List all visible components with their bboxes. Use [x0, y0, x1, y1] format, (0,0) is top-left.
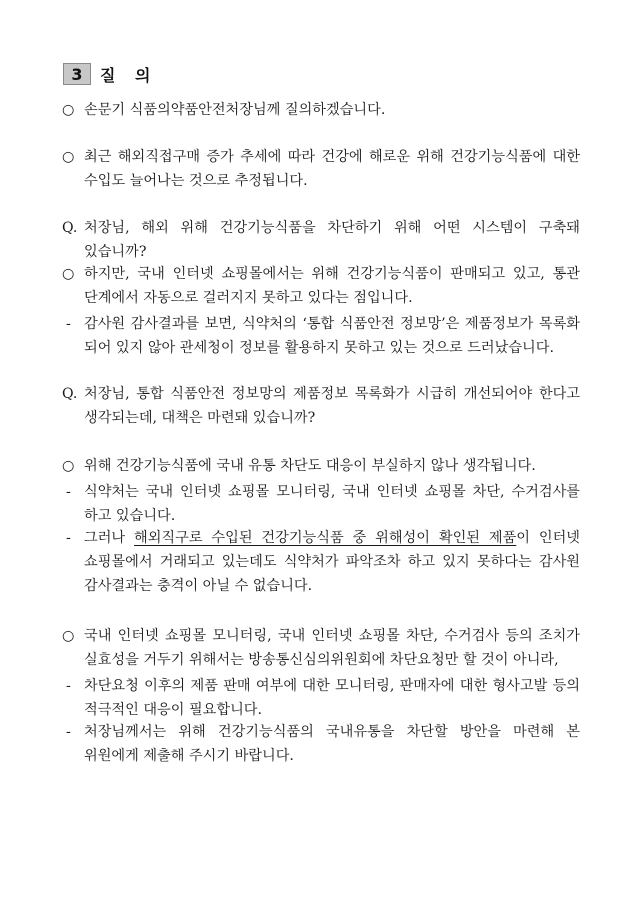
paragraph-mfds-actions — [62, 480, 580, 528]
paragraph-text: 하지만, 국내 인터넷 쇼핑몰에서는 위해 건강기능식품이 판매되고 있고, 통관 단계에서 자동으로 걸러지지 못하고 있다는 점입니다. — [84, 266, 580, 306]
paragraph-text: 국내 인터넷 쇼핑몰 모니터링, 국내 인터넷 쇼핑몰 차단, 수거검사 등의 조치가 실효성을 거두기 위해서는 방송통신심의위원회에 차단요청만 할 것이 아니라, — [84, 628, 580, 668]
section-heading — [63, 62, 157, 86]
paragraph-monitoring-need — [62, 674, 580, 722]
section-title: 질 의 — [100, 65, 158, 85]
dash-bullet-icon: - — [66, 678, 71, 694]
paragraph-audit-result — [62, 312, 580, 360]
question-2 — [62, 382, 580, 430]
question-text: 처장님, 통합 식품안전 정보망의 제품정보 목록화가 시급히 개선되어야 한다고 생각되는데, 대책은 마련돼 있습니까? — [84, 386, 580, 426]
dash-bullet-icon: - — [66, 530, 71, 546]
dash-bullet-icon: - — [66, 316, 71, 332]
paragraph-effectiveness — [62, 624, 580, 672]
paragraph-text: 처장님께서는 위해 건강기능식품의 국내유통을 차단할 방안을 마련해 본 위원에게 제출해 주시기 바랍니다. — [84, 724, 580, 764]
circle-bullet-icon: ○ — [62, 458, 75, 474]
paragraph-text — [84, 526, 580, 598]
paragraph-opening — [62, 98, 580, 122]
paragraph-text: 위해 건강기능식품에 국내 유통 차단도 대응이 부실하지 않나 생각됩니다. — [84, 458, 536, 474]
paragraph-audit-shock — [62, 526, 580, 598]
paragraph-distribution — [62, 454, 580, 478]
circle-bullet-icon: ○ — [62, 628, 75, 644]
circle-bullet-icon: ○ — [62, 266, 75, 282]
paragraph-trend — [62, 145, 580, 193]
circle-bullet-icon: ○ — [62, 102, 75, 118]
dash-bullet-icon: - — [66, 724, 71, 740]
dash-bullet-icon: - — [66, 484, 71, 500]
question-marker: Q. — [62, 220, 78, 236]
paragraph-text: 식약처는 국내 인터넷 쇼핑몰 모니터링, 국내 인터넷 쇼핑몰 차단, 수거검사를 하고 있습니다. — [84, 484, 580, 524]
paragraph-text: 감사원 감사결과를 보면, 식약처의 ‘통합 식품안전 정보망’은 제품정보가 목록화 되어 있지 않아 관세청이 정보를 활용하지 못하고 있는 것으로 드러났습니다. — [84, 316, 580, 356]
paragraph-request — [62, 720, 580, 768]
paragraph-text: 손문기 식품의약품안전처장님께 질의하겠습니다. — [84, 102, 386, 118]
paragraph-text: 차단요청 이후의 제품 판매 여부에 대한 모니터링, 판매자에 대한 형사고발 등의 적극적인 대응이 필요합니다. — [84, 678, 580, 718]
underlined-text: 해외직구로 수입된 건강기능식품 중 위해성이 확인된 제품 — [134, 530, 517, 546]
section-number-box: 3 — [63, 63, 91, 85]
paragraph-domestic-sales — [62, 262, 580, 310]
circle-bullet-icon: ○ — [62, 149, 75, 165]
question-text: 처장님, 해외 위해 건강기능식품을 차단하기 위해 어떤 시스템이 구축돼 있습니까? — [84, 220, 580, 260]
text-after: 이 인터넷 쇼핑몰에서 거래되고 있는데도 식약처가 파악조차 하고 있지 못하다는 감사원 감사결과는 충격이 아닐 수 없습니다. — [84, 530, 580, 594]
question-1 — [62, 216, 580, 264]
paragraph-text: 최근 해외직접구매 증가 추세에 따라 건강에 해로운 위해 건강기능식품에 대한 수입도 늘어나는 것으로 추정됩니다. — [84, 149, 580, 189]
question-marker: Q. — [62, 386, 78, 402]
text-before: 그러나 — [84, 530, 135, 546]
